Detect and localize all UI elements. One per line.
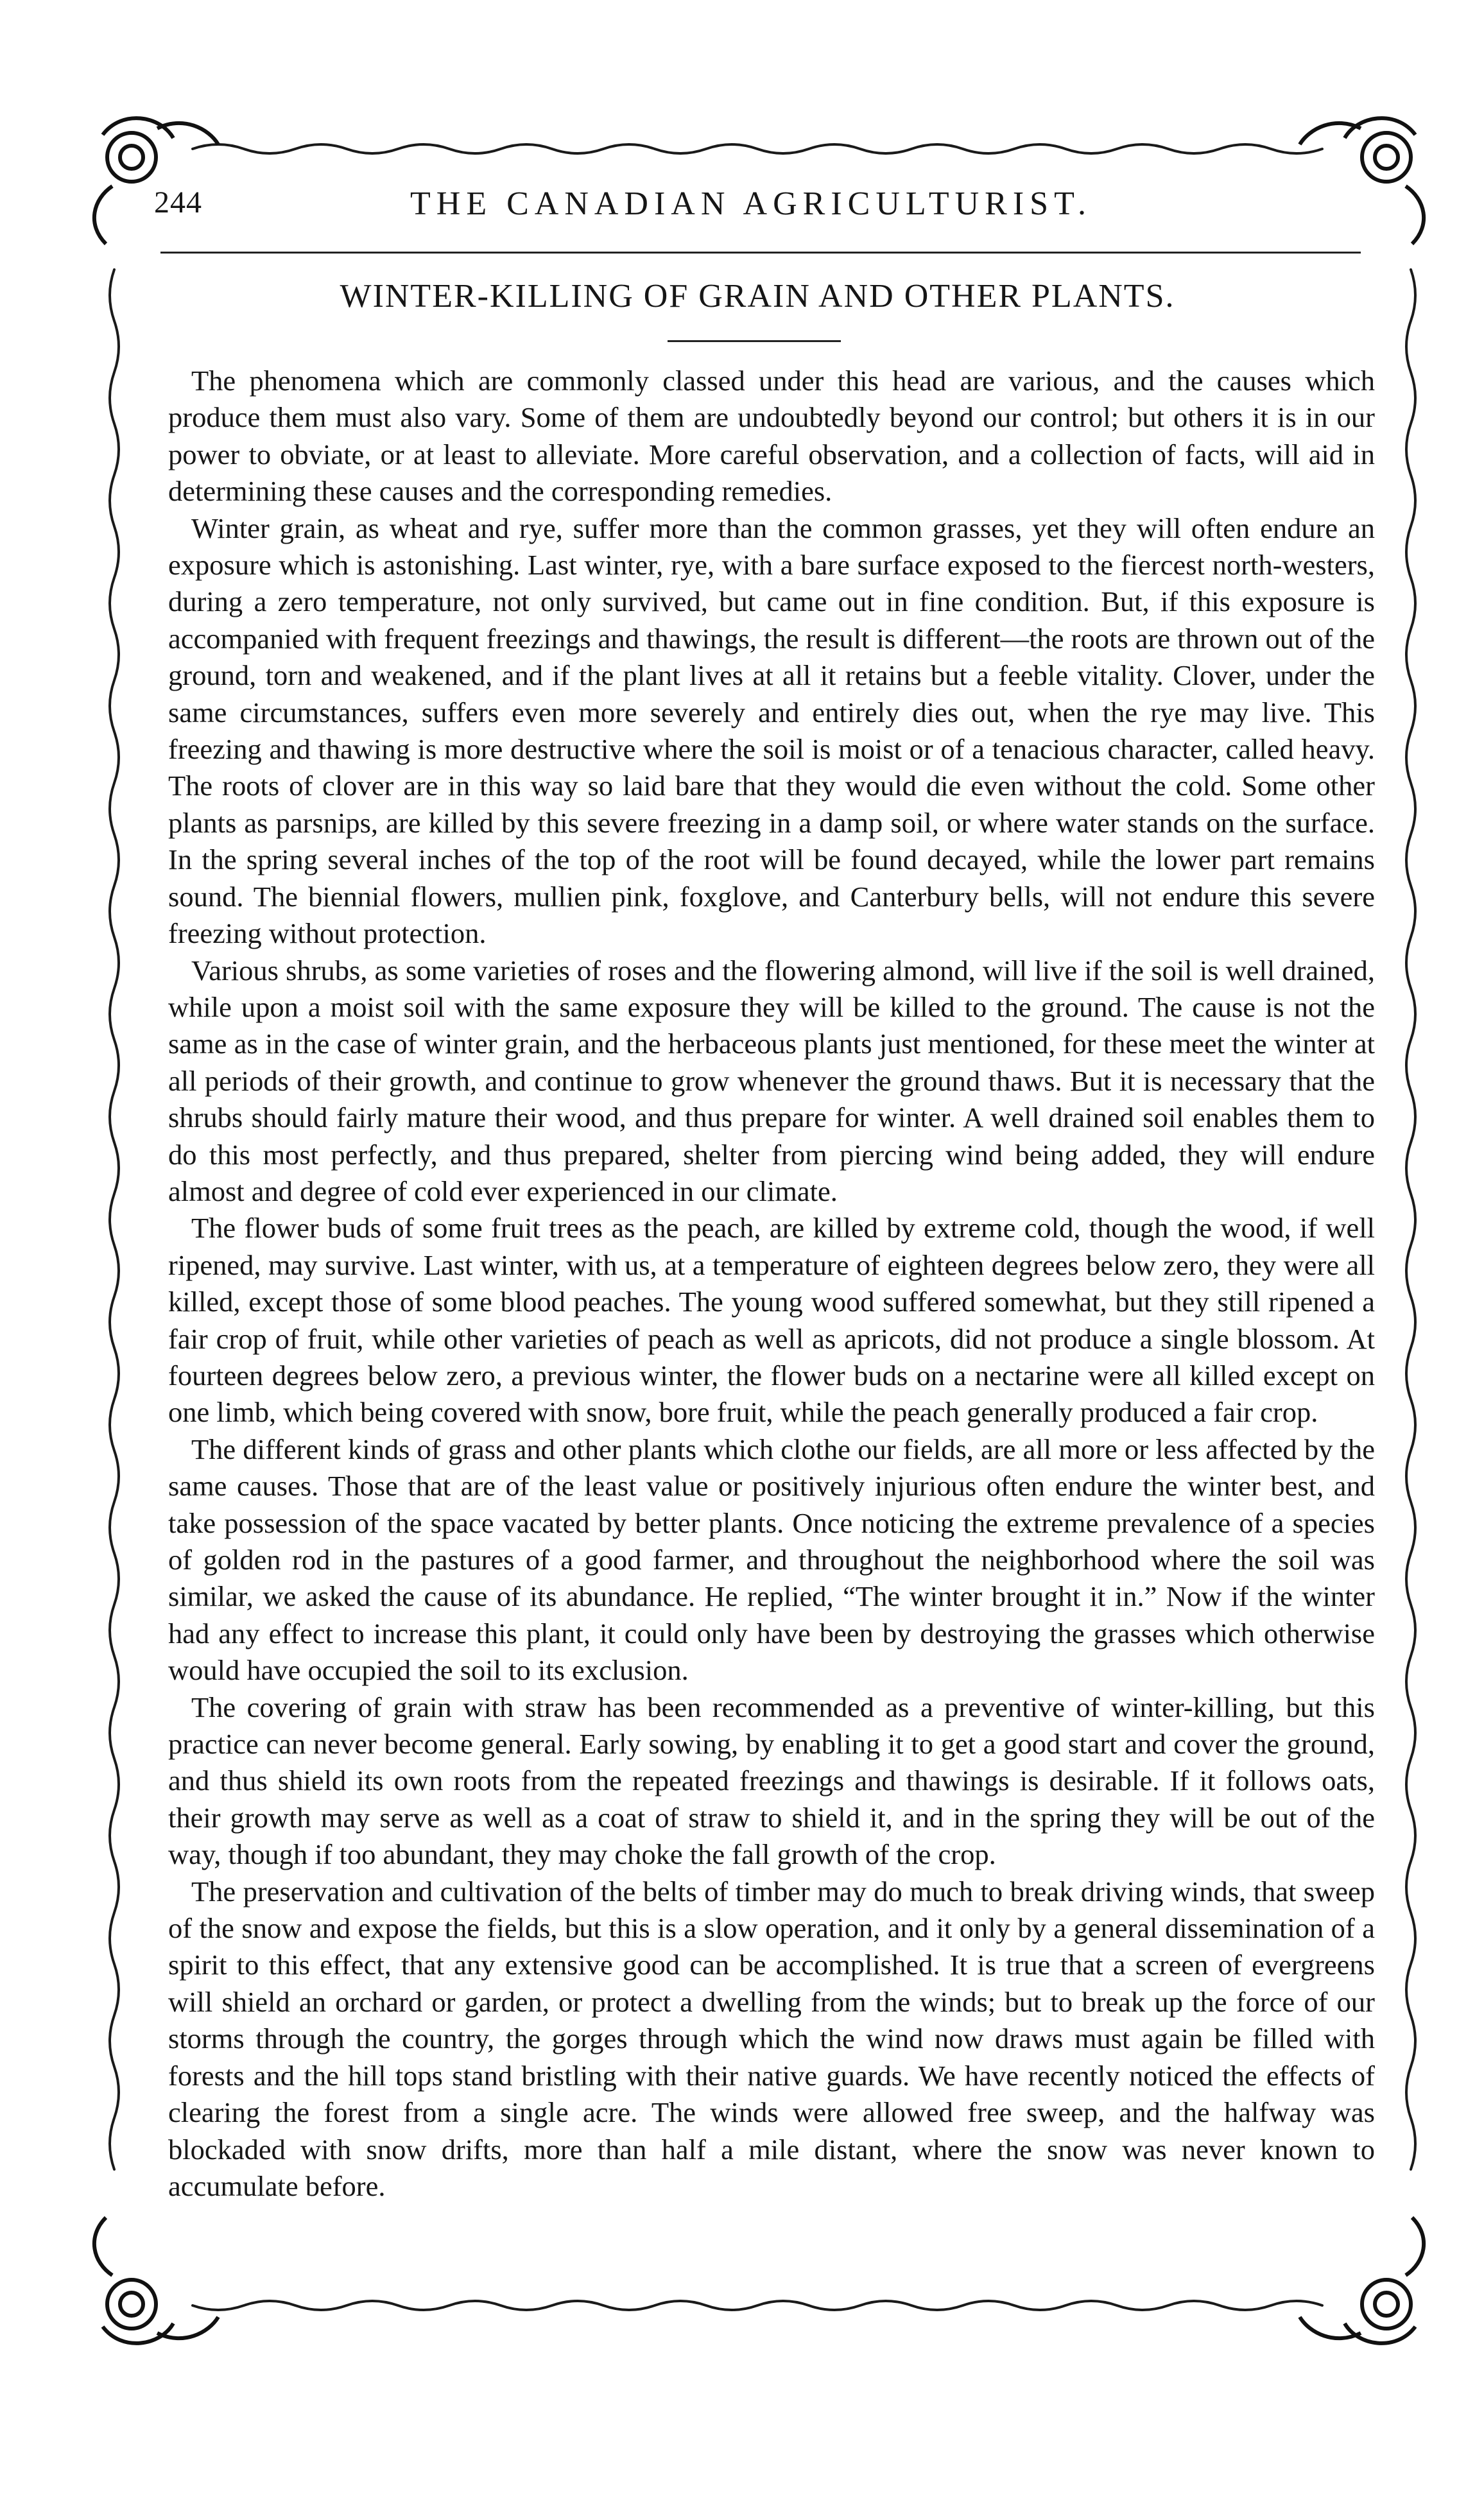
article-title: WINTER-KILLING OF GRAIN AND OTHER PLANTS. (340, 278, 1175, 314)
paragraph-5: The different kinds of grass and other plants which clothe our fields, are all more or less affected by the same causes. Those that are of the least value or positively injurious often endure the winter best, and take possession of the space vacated by better plants. Once noticing the extreme prevalence of a species of golden rod in the pastures of a good farmer, and throughout the neighborhood where the soil was similar, we asked the cause of its abundance. He replied, “The winter brought it in.” Now if the winter had any effect to increase this plant, it could only have been by destroying the grasses which otherwise would have occupied the soil to its exclusion. (168, 1433, 1375, 1687)
top-border-line (193, 144, 1322, 153)
paragraph-1: The phenomena which are commonly classed under this head are various, and the causes which produce them must also vary. Some of them are undoubtedly beyond our control; but others it is in our power to obviate, or at least to alleviate. More careful observation, and a collection of facts, will aid in determining these causes and the corresponding remedies. (168, 365, 1375, 508)
bottom-border-line (193, 2301, 1322, 2310)
left-border-line (110, 270, 119, 2169)
page-number: 244 (154, 185, 202, 220)
running-head (154, 185, 1348, 230)
journal-title: THE CANADIAN AGRICULTURIST. (410, 185, 1092, 222)
paragraph-2: Winter grain, as wheat and rye, suffer more than the common grasses, yet they will often endure an exposure which is astonishing. Last winter, rye, with a bare surface exposed to the fiercest north-westers, during a zero temperature, not only survived, but came out in fine condition. But, if this exposure is accompanied with frequent freezings and thawings, the result is different—the roots are thrown out of the ground, torn and weakened, and if the plant lives at all it retains but a feeble vitality. Clover, under the same circumstances, suffers even more severely and entirely dies out, when the rye may live. This freezing and thawing is more destructive where the soil is moist or of a tenacious character, called heavy. The roots of clover are in this way so laid bare that they would die even without the cold. Some other plants as parsnips, are killed by this severe freezing in a damp soil, or where water stands on the surface. In the spring several inches of the top of the root will be found decayed, while the lower part remains sound. The biennial flowers, mullien pink, foxglove, and Canterbury bells, will not endure this severe freezing without protection. (168, 512, 1375, 950)
paragraph-7: The preservation and cultivation of the belts of timber may do much to break driving winds, that sweep of the snow and expose the fields, but this is a slow operation, and it only by a general dissemination of a spirit to this effect, that any extensive good can be accomplished. It is true that a screen of evergreens will shield an orchard or garden, or protect a dwelling from the winds; but to break up the force of our storms through the country, the gorges through which the wind now draws must again be filled with forests and the hill tops stand bristling with their native guards. We have recently noticed the effects of clearing the forest from a single acre. The winds were allowed free sweep, and the halfway was blockaded with snow drifts, more than half a mile distant, where the snow was never known to accumulate before. (168, 1875, 1375, 2202)
paragraph-4: The flower buds of some fruit trees as the peach, are killed by extreme cold, though the wood, if well ripened, may survive. Last winter, with us, at a temperature of eighteen degrees below zero, they were all killed, except those of some blood peaches. The young wood suffered somewhat, but they still ripened a fair crop of fruit, while other varieties of peach as well as apricots, did not produce a single blossom. At fourteen degrees below zero, a previous winter, the flower buds on a nectarine were all killed except on one limb, which being covered with snow, bore fruit, while the peach generally produced a fair crop. (168, 1212, 1375, 1429)
paragraph-6: The covering of grain with straw has been recommended as a preventive of winter-killing, but this practice can never become general. Early sowing, by enabling it to get a good start and cover the ground, and thus shield its own roots from the repeated freezings and thawings is desirable. If it follows oats, their growth may serve as well as a coat of straw to shield it, and in the spring they will be out of the way, though if too abundant, they may choke the fall growth of the crop. (168, 1691, 1375, 1871)
right-border-line (1406, 270, 1415, 2169)
corner-ornament-bottom-right (1300, 2218, 1424, 2343)
title-rule (668, 340, 841, 342)
header-rule (160, 252, 1361, 254)
corner-ornament-bottom-left (94, 2218, 218, 2343)
paragraph-3: Various shrubs, as some varieties of roses and the flowering almond, will live if the soil is well drained, while upon a moist soil with the same exposure they will be killed to the ground. The cause is not the same as in the case of winter grain, and the herbaceous plants just mentioned, for these meet the winter at all periods of their growth, and continue to grow whenever the ground thaws. But it is necessary that the shrubs should fairly mature their wood, and thus prepare for winter. A well drained soil enables them to do this most perfectly, and thus prepared, shelter from piercing wind being added, they will endure almost and degree of cold ever experienced in our climate. (168, 954, 1375, 1207)
article-body (168, 363, 1375, 2205)
